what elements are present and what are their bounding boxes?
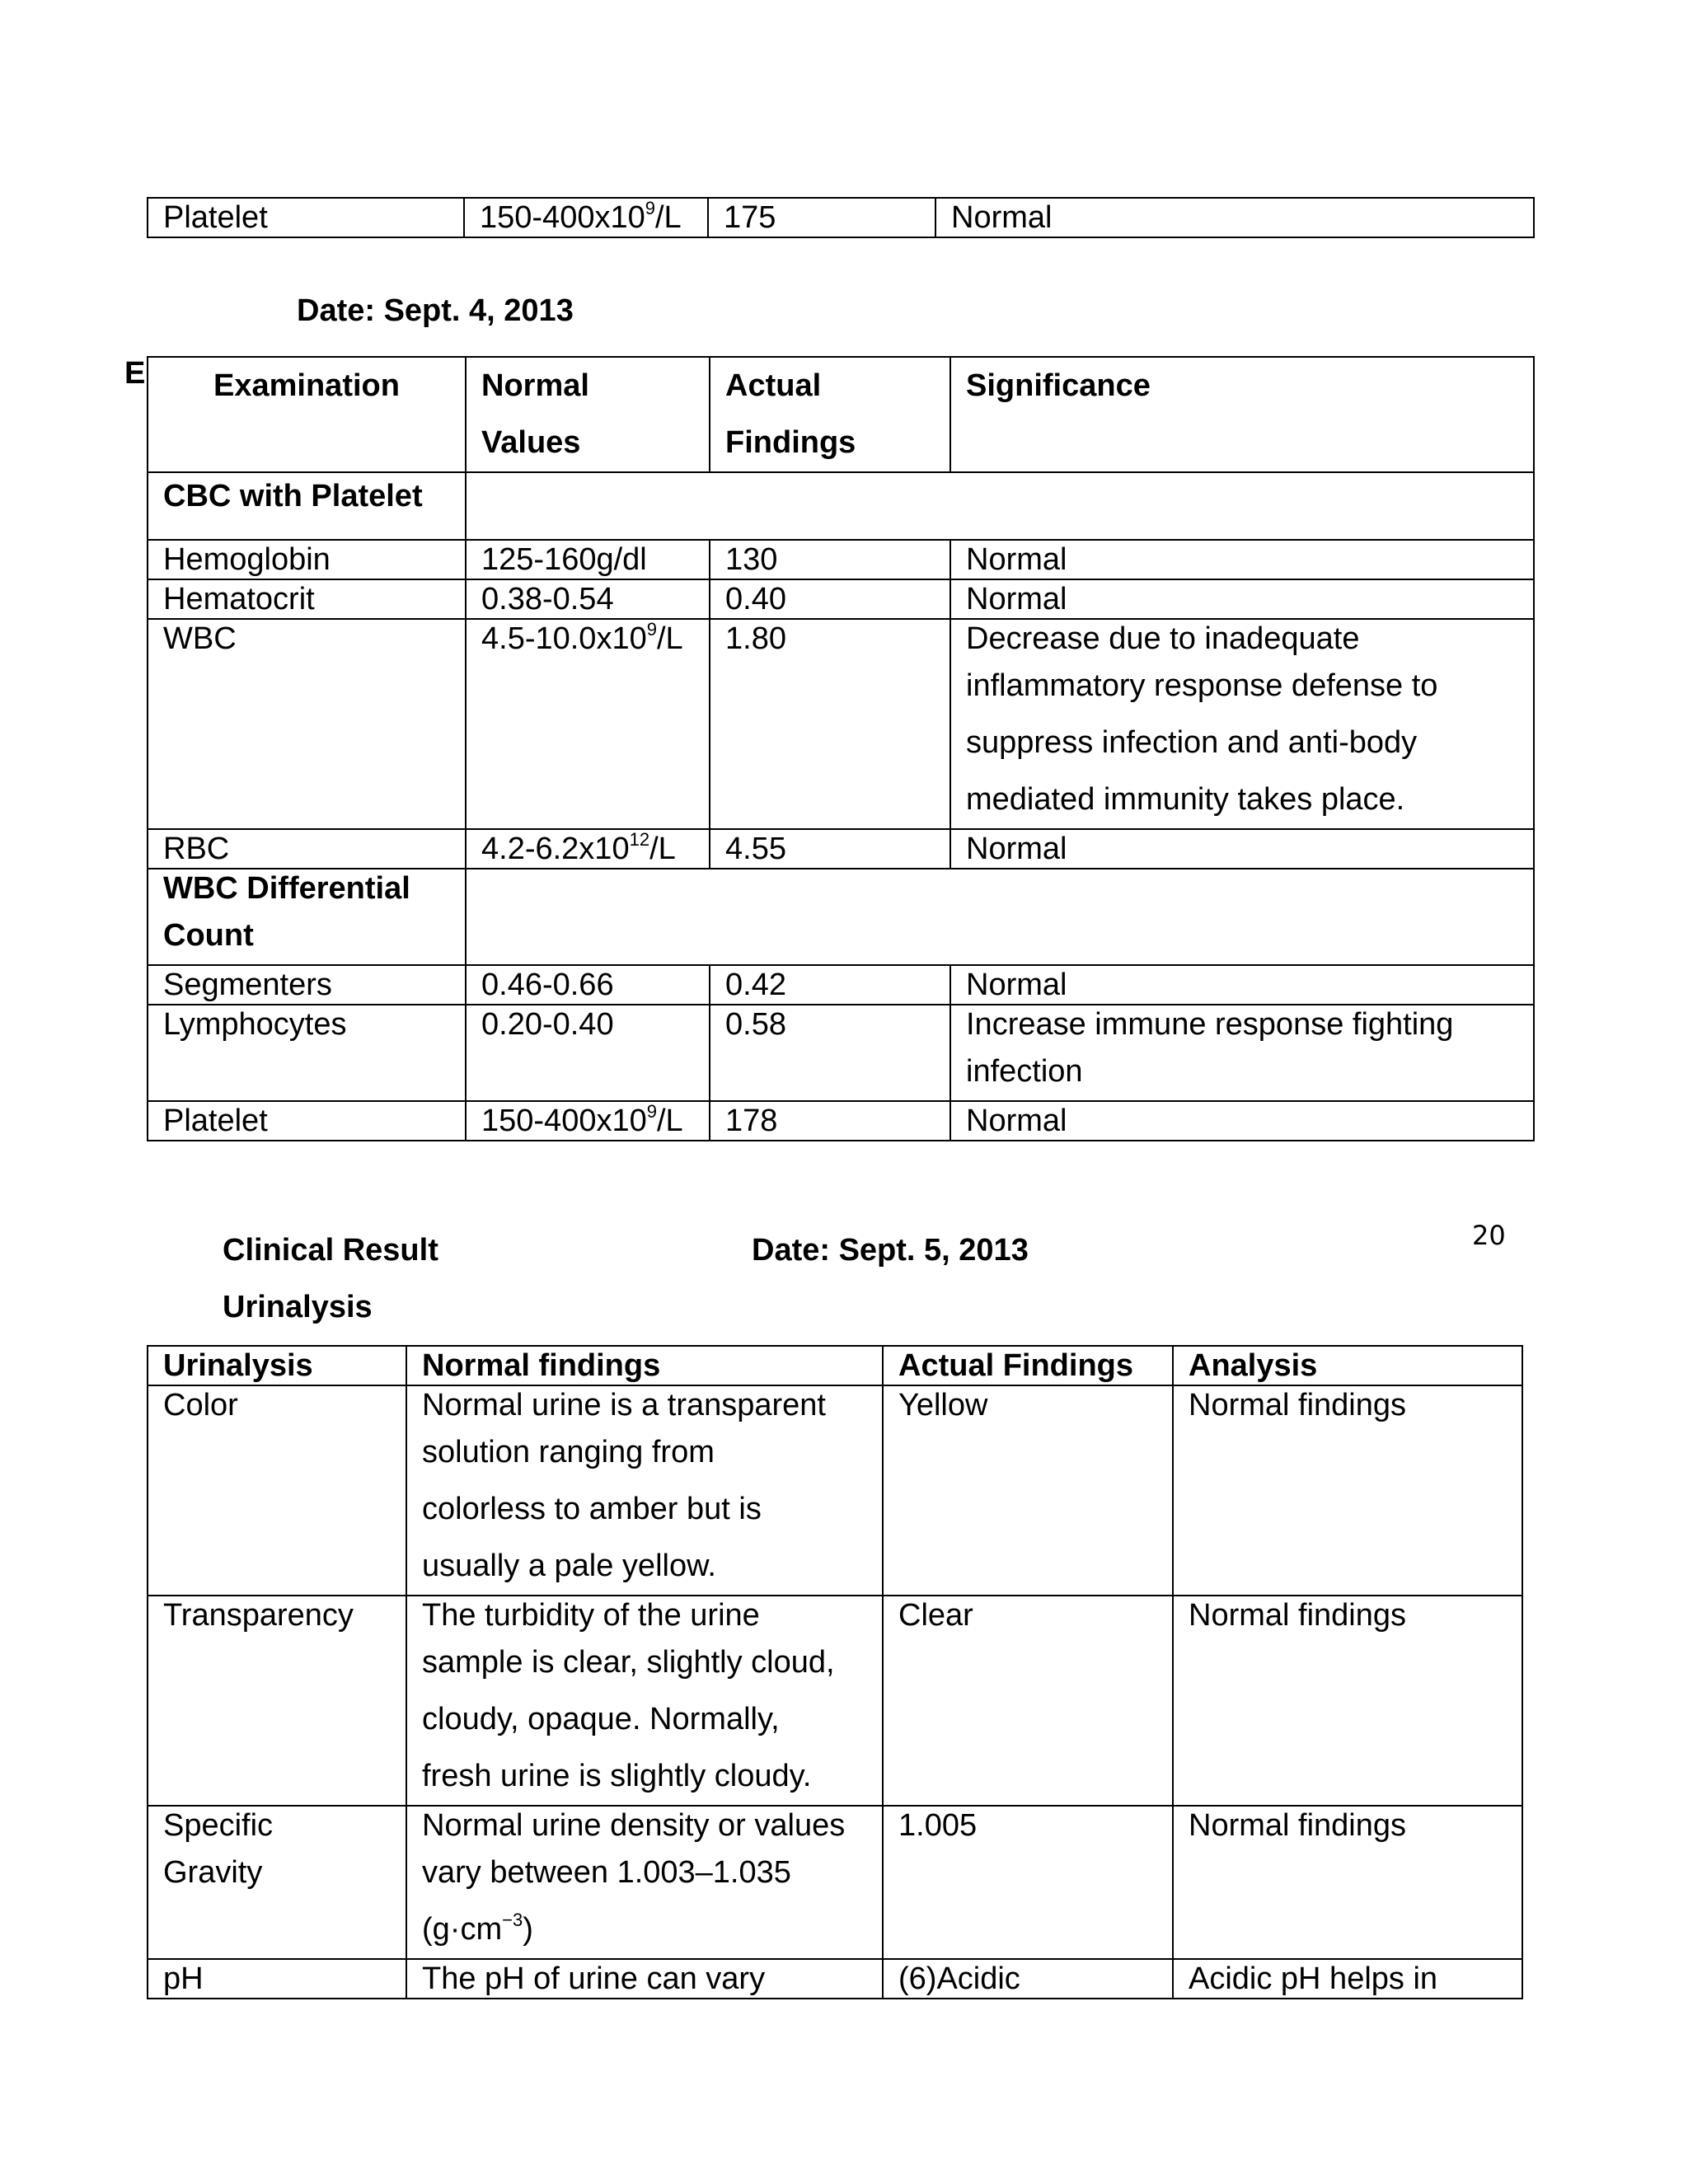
- section2-subtitle: Urinalysis: [223, 1290, 373, 1324]
- actual-cell: 1.005: [883, 1806, 1173, 1959]
- actual-cell: 178: [710, 1101, 950, 1141]
- table-row: [148, 829, 1534, 869]
- significance-cell: Decrease due to inadequate inflammatory response defense to suppress infection and anti-body mediated immunity takes place.: [950, 619, 1534, 829]
- normal-cell: $150-400x10^9/L$: [466, 1101, 710, 1141]
- actual-cell: 1.80: [710, 619, 950, 829]
- normal-cell: 0.38-0.54: [466, 579, 710, 619]
- normal-cell: The turbidity of the urine sample is clear, slightly cloud, cloudy, opaque. Normally, fresh urine is slightly cloudy.: [406, 1596, 883, 1806]
- header-significance: Significance: [950, 357, 1534, 472]
- normal-cell: Normal urine density or values vary between 1.003–1.035 $(g\cdot cm^{-3})$: [406, 1806, 883, 1959]
- table-row: [148, 619, 1534, 829]
- top-lab-table: [147, 197, 1535, 238]
- table-row: [148, 1959, 1522, 1999]
- header-normal: Normal Values: [466, 357, 710, 472]
- table-row: [148, 1101, 1534, 1141]
- actual-cell: Yellow: [883, 1385, 1173, 1596]
- actual-cell: 4.55: [710, 829, 950, 869]
- actual-cell: 130: [710, 540, 950, 579]
- header-actual: Actual Findings: [883, 1346, 1173, 1385]
- table-row: [148, 1596, 1522, 1806]
- header-analysis: Analysis: [1173, 1346, 1522, 1385]
- significance-cell: Normal: [950, 965, 1534, 1005]
- exam-cell: Hematocrit: [148, 579, 466, 619]
- actual-cell: 0.42: [710, 965, 950, 1005]
- actual-cell: 0.40: [710, 579, 950, 619]
- significance-cell: Increase immune response fighting infection: [950, 1005, 1534, 1101]
- analysis-cell: Normal findings: [1173, 1806, 1522, 1959]
- normal-cell: The pH of urine can vary: [406, 1959, 883, 1999]
- group-diff-label: WBC Differential Count: [148, 869, 466, 965]
- exam-cell: WBC: [148, 619, 466, 829]
- test-cell: pH: [148, 1959, 406, 1999]
- section2-title: Clinical Result: [223, 1233, 438, 1268]
- table-row: [148, 579, 1534, 619]
- test-cell: Specific Gravity: [148, 1806, 406, 1959]
- normal-cell: 0.20-0.40: [466, 1005, 710, 1101]
- exam-cell: Hemoglobin: [148, 540, 466, 579]
- table-row: [148, 1005, 1534, 1101]
- urinalysis-table: [147, 1345, 1523, 1999]
- header-examination: Examination: [148, 357, 466, 472]
- header-row: [148, 357, 1534, 472]
- normal-cell: $4.2-6.2x10^{12}/L$: [466, 829, 710, 869]
- group-row: [148, 472, 1534, 540]
- group-row: [148, 869, 1534, 965]
- actual-cell: Clear: [883, 1596, 1173, 1806]
- table-row: [148, 1806, 1522, 1959]
- normal-cell: 0.46-0.66: [466, 965, 710, 1005]
- actual-cell: 0.58: [710, 1005, 950, 1101]
- table-row: [148, 1385, 1522, 1596]
- exam-cell: RBC: [148, 829, 466, 869]
- cbc-table: [147, 356, 1535, 1141]
- exam-cell: Segmenters: [148, 965, 466, 1005]
- exam-cell: Lymphocytes: [148, 1005, 466, 1101]
- header-urinalysis: Urinalysis: [148, 1346, 406, 1385]
- analysis-cell: Normal findings: [1173, 1596, 1522, 1806]
- table-row: [148, 965, 1534, 1005]
- significance-cell: Normal: [935, 198, 1534, 237]
- normal-cell: Normal urine is a transparent solution ranging from colorless to amber but is usually a pale yellow.: [406, 1385, 883, 1596]
- table-row: [148, 540, 1534, 579]
- section1-date: Date: Sept. 4, 2013: [297, 293, 574, 328]
- actual-cell: (6)Acidic: [883, 1959, 1173, 1999]
- test-cell: Transparency: [148, 1596, 406, 1806]
- test-cell: Color: [148, 1385, 406, 1596]
- significance-cell: Normal: [950, 579, 1534, 619]
- significance-cell: Normal: [950, 540, 1534, 579]
- header-normal: Normal findings: [406, 1346, 883, 1385]
- table-row: [148, 198, 1534, 237]
- analysis-cell: Acidic pH helps in: [1173, 1959, 1522, 1999]
- actual-cell: 175: [708, 198, 935, 237]
- normal-cell: $4.5-10.0x10^9/L$: [466, 619, 710, 829]
- margin-letter: E: [124, 356, 146, 391]
- normal-cell: $150-400x10^9/L$: [464, 198, 708, 237]
- group-cbc-label: CBC with Platelet: [148, 472, 466, 540]
- page-number: 20: [1472, 1220, 1506, 1251]
- significance-cell: Normal: [950, 1101, 1534, 1141]
- section2-date: Date: Sept. 5, 2013: [752, 1233, 1029, 1268]
- normal-cell: 125-160g/dl: [466, 540, 710, 579]
- header-actual: Actual Findings: [710, 357, 950, 472]
- significance-cell: Normal: [950, 829, 1534, 869]
- exam-cell: Platelet: [148, 198, 464, 237]
- analysis-cell: Normal findings: [1173, 1385, 1522, 1596]
- exam-cell: Platelet: [148, 1101, 466, 1141]
- header-row: [148, 1346, 1522, 1385]
